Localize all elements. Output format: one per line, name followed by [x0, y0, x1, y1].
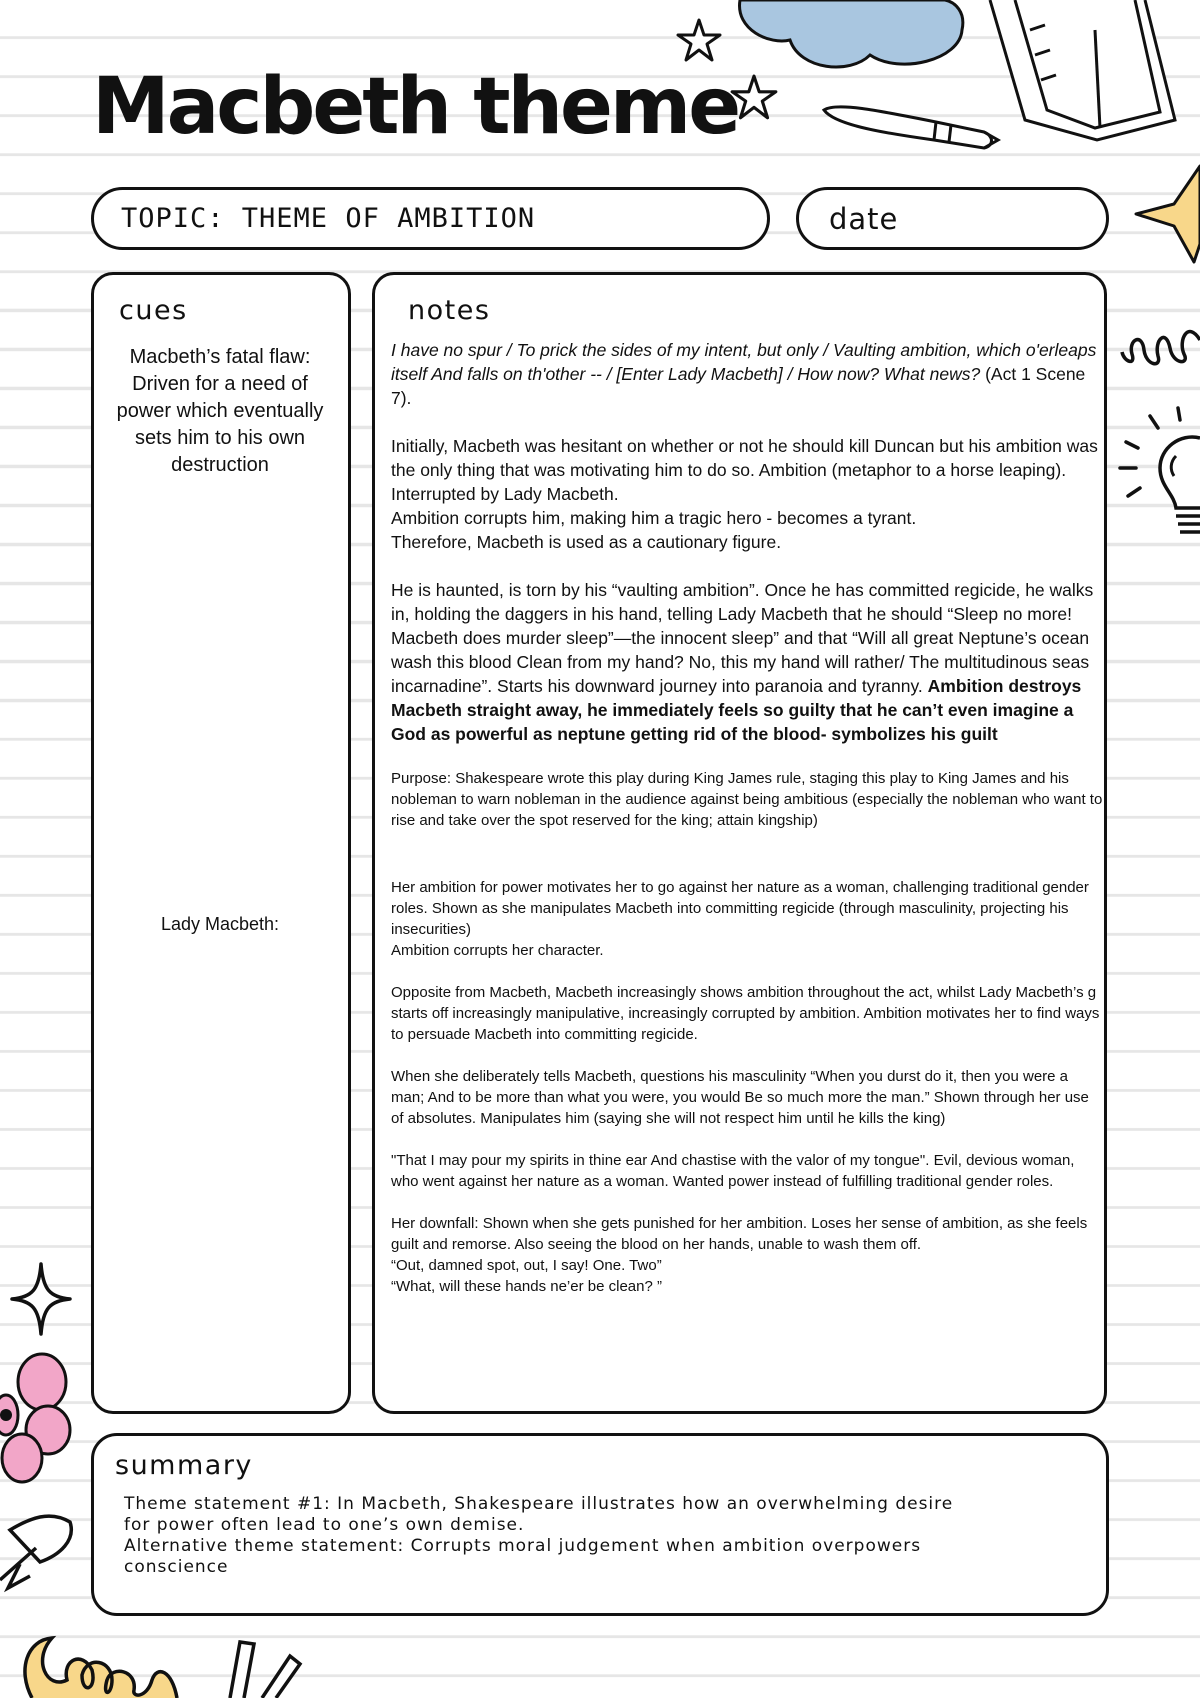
notes-bold-text: Ambition destroys Macbeth straight away, he immediately feels so guilty that he can’t even imagine a God as powerful as neptune getting rid of the blood- symbolizes his guilt: [391, 676, 1082, 744]
notes-quote: [391, 338, 1103, 410]
summary-body: [124, 1494, 964, 1578]
pushpin-icon: [0, 1500, 78, 1600]
star-yellow-icon: [1134, 164, 1200, 264]
summary-heading: summary: [115, 1450, 253, 1481]
sparkle-icon: [10, 1262, 72, 1336]
cue-macbeth: Macbeth’s fatal flaw: Driven for a need of power which eventually sets him to his own destruction: [116, 346, 324, 476]
pen-icon: [816, 100, 1001, 160]
cues-heading: cues: [119, 295, 188, 326]
notes-paragraph: [391, 578, 1103, 746]
spring-icon: [1118, 310, 1200, 380]
summary-line: Alternative theme statement: Corrupts moral judgement when ambition overpowers: [124, 1536, 922, 1556]
notes-paragraph: Opposite from Macbeth, Macbeth increasingly shows ambition throughout the act, whilst Lady Macbeth’s g starts off increasingly manipulative, increasingly corrupted by ambition. Ambition motivates her to find ways to persuade Macbeth into committing regicide.: [391, 984, 1100, 1043]
summary-line: conscience: [124, 1557, 229, 1577]
cue-lady-macbeth: Lady Macbeth:: [160, 914, 280, 934]
notes-line: Ambition corrupts him, making him a tragic hero - becomes a tyrant.: [391, 508, 917, 528]
summary-line: for power often lead to one’s own demise.: [124, 1515, 525, 1535]
flower-icon: [0, 1350, 72, 1485]
cues-panel: [91, 272, 351, 1414]
notes-body: [391, 338, 1103, 1297]
summary-panel: [91, 1433, 1109, 1616]
notes-line: Her ambition for power motivates her to go against her nature as a woman, challenging traditional gender roles. Shown as she manipulates Macbeth into committing regicide (through masculinity, projecting his insecurities): [391, 879, 1089, 938]
notes-paragraph: When she deliberately tells Macbeth, questions his masculinity “When you durst do it, then you were a man; And to be more than what you were, you would Be so much more the man.” Shown through her use of absolutes. Manipulates him (saying she will not respect him until he kills the king): [391, 1068, 1089, 1127]
page-title: Macbeth theme: [92, 62, 739, 152]
quote-reference: (Act 1 Scene 7).: [391, 364, 1086, 408]
date-label: date: [829, 202, 899, 236]
notes-line: “Out, damned spot, out, I say! One. Two”: [391, 1257, 662, 1274]
book-icon: [985, 0, 1175, 145]
notes-purpose: Purpose: Shakespeare wrote this play during King James rule, staging this play to King James and his nobleman to warn nobleman in the audience against being ambitious (especially the nobleman who want to rise and take over the spot reserved for the king; attain kingship): [391, 770, 1103, 829]
lightbulb-icon: [1118, 408, 1200, 538]
notes-paragraph: [391, 877, 1103, 961]
swirl-icon: [12, 1620, 192, 1698]
notes-text: He is haunted, is torn by his “vaulting ambition”. Once he has committed regicide, he walks in, holding the daggers in his hand, telling Lady Macbeth that he should “Sleep no more! Macbeth does murder sleep”—the innocent sleep” and that “Will all great Neptune’s ocean wash this blood Clean from my hand? No, this my hand will rather/ The multitudinous seas incarnadine”. Starts his downward journey into paranoia and tyranny.: [391, 580, 1094, 696]
notes-heading: notes: [408, 295, 491, 326]
notes-line: Therefore, Macbeth is used as a cautionary figure.: [391, 532, 782, 552]
notes-line: “What, will these hands ne’er be clean? ”: [391, 1278, 662, 1295]
notes-paragraph: [391, 434, 1103, 554]
date-field[interactable]: [796, 187, 1109, 250]
summary-line: Theme statement #1: In Macbeth, Shakespeare illustrates how an overwhelming desire: [124, 1494, 954, 1514]
star-outline-icon: [674, 16, 724, 66]
topic-label: TOPIC: THEME OF AMBITION: [121, 203, 536, 234]
notes-line: Initially, Macbeth was hesitant on whether or not he should kill Duncan but his ambition was the only thing that was motivating him to do so. Ambition (metaphor to a horse leaping). Interrupted by Lady Macbeth.: [391, 436, 1098, 504]
pencil-icon: [210, 1640, 300, 1698]
quote-italic: I have no spur / To prick the sides of my intent, but only / Vaulting ambition, which o'erleaps itself And falls on th'other -- / [Enter Lady Macbeth] / How now? What news?: [391, 340, 1097, 384]
notes-paragraph: "That I may pour my spirits in thine ear And chastise with the valor of my tongue". Evil, devious woman, who went against her nature as a woman. Wanted power instead of fulfilling traditional gender roles.: [391, 1152, 1075, 1190]
notes-paragraph: [391, 1213, 1103, 1297]
topic-field[interactable]: [91, 187, 770, 250]
notes-line: Her downfall: Shown when she gets punished for her ambition. Loses her sense of ambition, as she feels guilt and remorse. Also seeing the blood on her hands, unable to wash them off.: [391, 1215, 1088, 1253]
notes-panel: [372, 272, 1107, 1414]
cloud-icon: [730, 0, 970, 80]
notes-line: Ambition corrupts her character.: [391, 942, 604, 959]
